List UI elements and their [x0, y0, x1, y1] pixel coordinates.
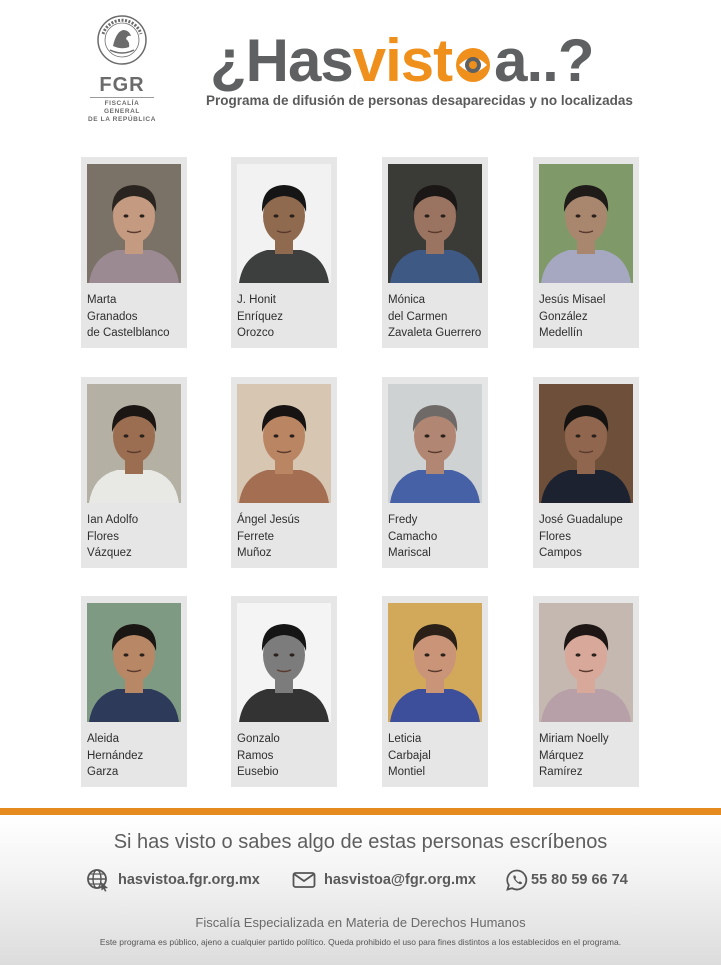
person-name: [539, 731, 641, 781]
national-seal-icon: [96, 14, 148, 66]
portrait-icon: [237, 164, 331, 283]
person-name: [87, 512, 189, 562]
person-name-line: Zavaleta Guerrero: [388, 327, 482, 339]
whatsapp-contact[interactable]: [505, 867, 628, 893]
globe-icon: [86, 868, 110, 892]
person-name-line: Ramos: [237, 749, 274, 762]
person-name-line: Flores: [87, 530, 119, 543]
person-name-line: Vázquez: [87, 547, 132, 559]
portrait-icon: [87, 603, 181, 722]
whatsapp-icon: [505, 868, 529, 892]
person-name-line: Flores: [539, 530, 571, 543]
person-name: [87, 731, 189, 781]
person-name: [388, 512, 490, 562]
call-to-action: Si has visto o sabes algo de estas personas escríbenos: [113, 831, 608, 853]
person-photo: [388, 603, 482, 722]
brand-has: Has: [245, 27, 353, 94]
person-name-line: José Guadalupe: [539, 514, 623, 526]
person-card[interactable]: [382, 377, 488, 568]
person-card[interactable]: [533, 157, 639, 348]
program-logo: [210, 28, 593, 94]
brand-vist: vist: [352, 27, 453, 94]
person-name-line: Márquez: [539, 749, 584, 762]
person-name-line: Jesús Misael: [539, 294, 606, 306]
website-link[interactable]: hasvistoa.fgr.org.mx: [118, 872, 260, 888]
portrait-icon: [388, 384, 482, 503]
person-name-line: de Castelblanco: [87, 327, 170, 339]
fgr-logo: [86, 14, 158, 124]
person-name: [237, 292, 339, 342]
person-name: [237, 731, 339, 781]
phone-number[interactable]: 55 80 59 66 74: [531, 872, 628, 888]
person-name: [87, 292, 189, 342]
person-name-line: Campos: [539, 547, 582, 559]
portrait-icon: [388, 164, 482, 283]
fgr-acronym: FGR: [99, 74, 145, 96]
program-tagline: Programa de difusión de personas desaparecidas y no localizadas: [206, 93, 633, 108]
email-link[interactable]: hasvistoa@fgr.org.mx: [324, 872, 476, 888]
person-card[interactable]: [382, 157, 488, 348]
brand-a: a..?: [494, 27, 594, 94]
header: [0, 0, 721, 140]
person-name-line: Ángel Jesús: [237, 514, 300, 526]
fgr-full-name: [86, 100, 158, 124]
person-name-line: Hernández: [87, 749, 144, 762]
person-name-line: Granados: [87, 310, 138, 323]
person-name-line: Camacho: [388, 530, 438, 543]
portrait-icon: [388, 603, 482, 722]
person-photo: [87, 384, 181, 503]
person-name-line: Mariscal: [388, 547, 431, 559]
person-card[interactable]: [81, 377, 187, 568]
person-card[interactable]: [81, 596, 187, 787]
person-card[interactable]: [231, 377, 337, 568]
person-card[interactable]: [533, 377, 639, 568]
person-photo: [388, 164, 482, 283]
person-name-line: Orozco: [237, 327, 275, 339]
person-name-line: Eusebio: [237, 766, 279, 778]
portrait-icon: [87, 164, 181, 283]
person-name: [388, 292, 490, 342]
person-name-line: Enríquez: [237, 310, 284, 323]
portrait-icon: [539, 603, 633, 722]
person-name-line: Gonzalo: [237, 733, 280, 745]
person-photo: [237, 603, 331, 722]
legal-disclaimer: Este programa es público, ajeno a cualquier partido político. Queda prohibido el uso para fines distintos a los establecidos en el programa.: [99, 937, 622, 947]
person-name-line: Aleida: [87, 733, 119, 745]
fgr-subtitle-1: FISCALÍA GENERAL: [104, 100, 140, 115]
person-name: [539, 512, 641, 562]
footer: [0, 815, 721, 965]
person-card[interactable]: [81, 157, 187, 348]
portrait-icon: [539, 164, 633, 283]
person-name-line: González: [539, 310, 588, 323]
person-card[interactable]: [382, 596, 488, 787]
person-photo: [237, 384, 331, 503]
person-photo: [539, 603, 633, 722]
person-name-line: J. Honit: [237, 294, 276, 306]
person-name-line: Muñoz: [237, 547, 272, 559]
portrait-icon: [237, 384, 331, 503]
person-name-line: Miriam Noelly: [539, 733, 609, 745]
person-photo: [87, 603, 181, 722]
person-name-line: Ramírez: [539, 766, 583, 778]
person-photo: [539, 384, 633, 503]
person-name-line: Marta: [87, 294, 117, 306]
website-contact[interactable]: [86, 867, 260, 893]
divider: [90, 97, 154, 98]
eye-icon: [453, 30, 493, 70]
person-name-line: Mónica: [388, 294, 426, 306]
person-name-line: del Carmen: [388, 310, 448, 323]
fgr-subtitle-2: DE LA REPÚBLICA: [88, 116, 156, 123]
person-name: [237, 512, 339, 562]
person-photo: [87, 164, 181, 283]
person-name-line: Carbajal: [388, 749, 431, 762]
person-name-line: Fredy: [388, 514, 418, 526]
person-photo: [388, 384, 482, 503]
person-name-line: Medellín: [539, 327, 583, 339]
person-name-line: Leticia: [388, 733, 422, 745]
person-photo: [539, 164, 633, 283]
brand-question-mark: ¿: [210, 27, 246, 94]
person-card[interactable]: [231, 157, 337, 348]
person-name: [388, 731, 490, 781]
person-name-line: Ferrete: [237, 530, 275, 543]
envelope-icon: [292, 868, 316, 892]
person-card[interactable]: [533, 596, 639, 787]
person-name-line: Ian Adolfo: [87, 514, 139, 526]
portrait-icon: [539, 384, 633, 503]
person-card[interactable]: [231, 596, 337, 787]
footer-accent-bar: [0, 808, 721, 815]
portrait-icon: [237, 603, 331, 722]
person-name: [539, 292, 641, 342]
email-contact[interactable]: [292, 867, 476, 893]
person-name-line: Montiel: [388, 766, 426, 778]
person-photo: [237, 164, 331, 283]
person-name-line: Garza: [87, 766, 119, 778]
portrait-icon: [87, 384, 181, 503]
office-name: Fiscalía Especializada en Materia de Derechos Humanos: [195, 915, 526, 930]
